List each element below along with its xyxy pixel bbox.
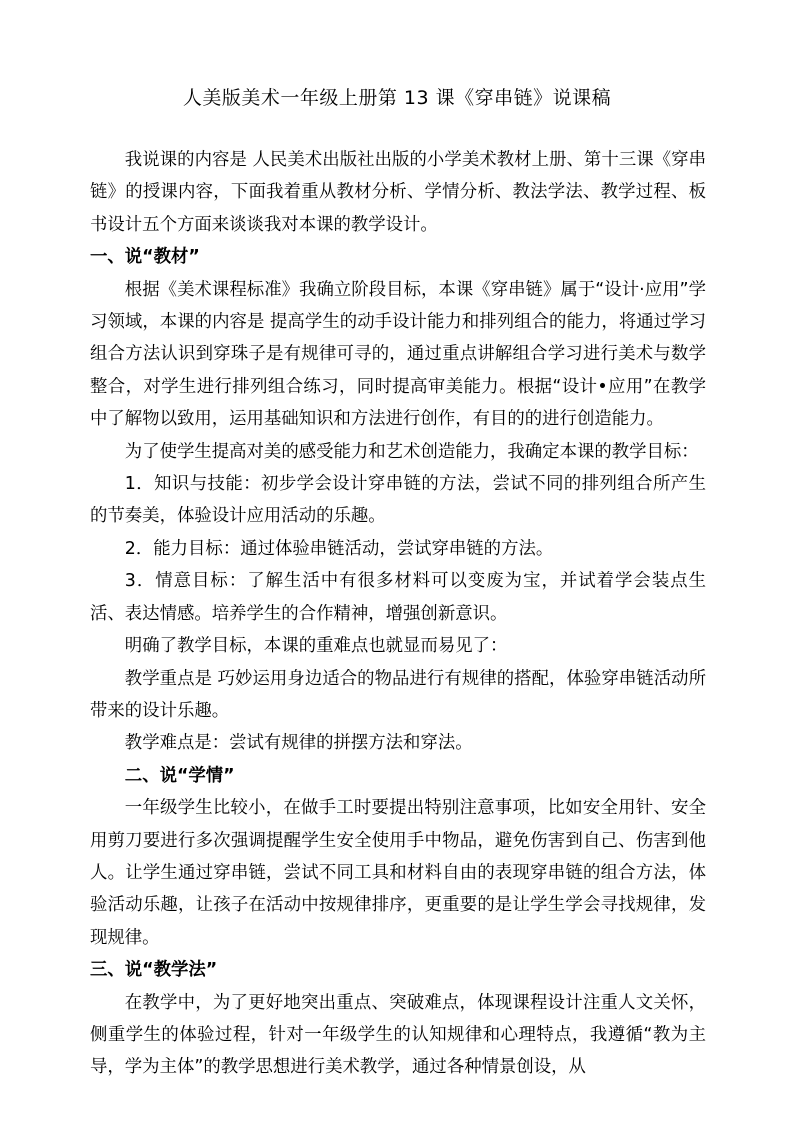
section-heading-students: 二、说“学情” (124, 765, 235, 786)
goal-emotion: 3．情意目标：了解生活中有很多材料可以变废为宝，并试着学会装点生活、表达情感。培养学生的合作精神，增强创新意识。 (90, 571, 706, 624)
document-title: 人美版美术一年级上册第 13 课《穿串链》说课稿 (182, 87, 612, 109)
difficulty-paragraph: 教学难点是：尝试有规律的拼摆方法和穿法。 (124, 733, 473, 754)
goal-knowledge: 1．知识与技能：初步学会设计穿串链的方法，尝试不同的排列组合所产生的节奏美，体验设计应用活动的乐趣。 (90, 474, 706, 527)
document-body (90, 144, 706, 1084)
intro-paragraph: 我说课的内容是 人民美术出版社出版的小学美术教材上册、第十三课《穿串链》的授课内容，下面我着重从教材分析、学情分析、教法学法、教学过程、板书设计五个方面来谈谈我对本课的教学设计。 (90, 150, 706, 235)
key-point-paragraph: 教学重点是 巧妙运用身边适合的物品进行有规律的搭配，体验穿串链活动所带来的设计乐趣。 (90, 668, 706, 721)
goal-ability: 2．能力目标：通过体验串链活动，尝试穿串链的方法。 (124, 538, 554, 559)
section-heading-methods: 三、说“教学法” (90, 960, 218, 981)
methods-paragraph: 在教学中，为了更好地突出重点、突破难点，体现课程设计注重人文关怀，侧重学生的体验过程，针对一年级学生的认知规律和心理特点，我遵循“教为主导，学为主体”的教学思想进行美术教学，通过各种情景创设，从 (90, 992, 706, 1078)
students-paragraph: 一年级学生比较小，在做手工时要提出特别注意事项，比如安全用针、安全用剪刀要进行多次强调提醒学生安全使用手中物品，避免伤害到自己、伤害到他人。让学生通过穿串链，尝试不同工具和材料自由的表现穿串链的组合方法，体验活动乐趣，让孩子在活动中按规律排序，更重要的是让学生学会寻找规律，发现规律。 (90, 798, 706, 948)
section-heading-textbook: 一、说“教材” (90, 247, 200, 268)
textbook-paragraph-1: 根据《美术课程标准》我确立阶段目标，本课《穿串链》属于“设计·应用”学习领域，本课的内容是 提高学生的动手设计能力和排列组合的能力，将通过学习组合方法认识到穿珠子是有规律可寻的，通过重点讲解组合学习进行美术与数学整合，对学生进行排列组合练习，同时提高审美能力。根据“设计•应用”在教学中了解物以致用，运用基础知识和方法进行创作，有目的的进行创造能力。 (90, 279, 706, 430)
textbook-paragraph-3: 明确了教学目标，本课的重难点也就显而易见了： (124, 636, 508, 657)
textbook-paragraph-2: 为了使学生提高对美的感受能力和艺术创造能力，我确定本课的教学目标： (124, 441, 699, 462)
